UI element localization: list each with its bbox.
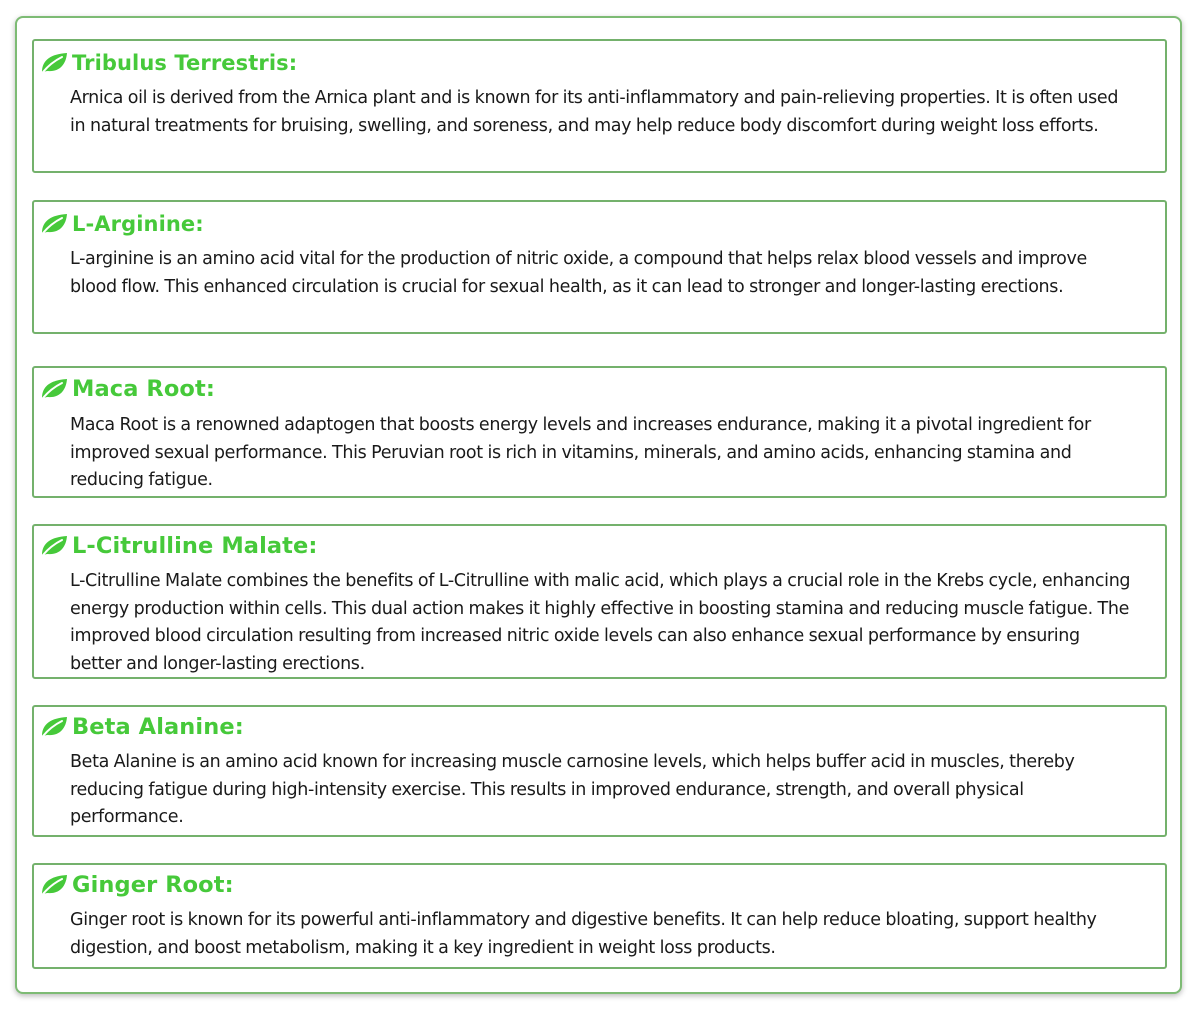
ingredient-heading [39,374,215,404]
ingredient-description: Beta Alanine is an amino acid known for increasing muscle carnosine levels, which helps buffer acid in muscles, thereby reducing fatigue during high-intensity exercise. This results in improved endurance, strength, and overall physical performance. [70,752,1075,827]
leaf-icon [39,715,69,739]
ingredient-description: L-arginine is an amino acid vital for the production of nitric oxide, a compound that helps relax blood vessels and improve blood flow. This enhanced circulation is crucial for sexual health, as it can lead to stronger and longer-lasting erections. [70,249,1087,297]
ingredient-title: Ginger Root: [72,872,234,898]
ingredient-title: Tribulus Terrestris: [72,51,298,75]
ingredient-title: Beta Alanine: [72,714,244,740]
leaf-icon [39,377,69,401]
ingredient-card-tribulus-terrestris [32,39,1167,173]
leaf-icon [39,534,69,558]
leaf-icon [39,212,69,236]
ingredient-description: Maca Root is a renowned adaptogen that boosts energy levels and increases endurance, making it a pivotal ingredient for improved sexual performance. This Peruvian root is rich in vitamins, minerals, and amino acids, enhancing stamina and reducing fatigue. [70,415,1091,490]
leaf-icon [39,873,69,897]
ingredient-title: L-Citrulline Malate: [72,533,318,559]
ingredient-description: Ginger root is known for its powerful anti-inflammatory and digestive benefits. It can help reduce bloating, support healthy digestion, and boost metabolism, making it a key ingredient in weight loss products. [70,910,1097,958]
ingredient-title: L-Arginine: [72,212,204,236]
ingredient-heading [39,870,234,900]
ingredient-heading [39,48,297,78]
ingredient-description: Arnica oil is derived from the Arnica plant and is known for its anti-inflammatory and pain-relieving properties. It is often used in natural treatments for bruising, swelling, and soreness, and may help reduce body discomfort during weight loss efforts. [70,88,1119,136]
ingredient-card-maca-root [32,366,1167,498]
ingredient-card-l-citrulline-malate [32,524,1167,679]
ingredient-description: L-Citrulline Malate combines the benefits of L-Citrulline with malic acid, which plays a crucial role in the Krebs cycle, enhancing energy production within cells. This dual action makes it highly effective in boosting stamina and reducing muscle fatigue. The improved blood circulation resulting from increased nitric oxide levels can also enhance sexual performance by ensuring better and longer-lasting erections. [70,571,1131,674]
ingredient-heading [39,209,204,239]
ingredient-heading [39,712,244,742]
ingredient-card-l-arginine [32,200,1167,334]
ingredient-card-beta-alanine [32,705,1167,837]
ingredient-heading [39,531,318,561]
ingredient-card-ginger-root [32,863,1167,969]
leaf-icon [39,51,69,75]
ingredient-title: Maca Root: [72,376,215,402]
